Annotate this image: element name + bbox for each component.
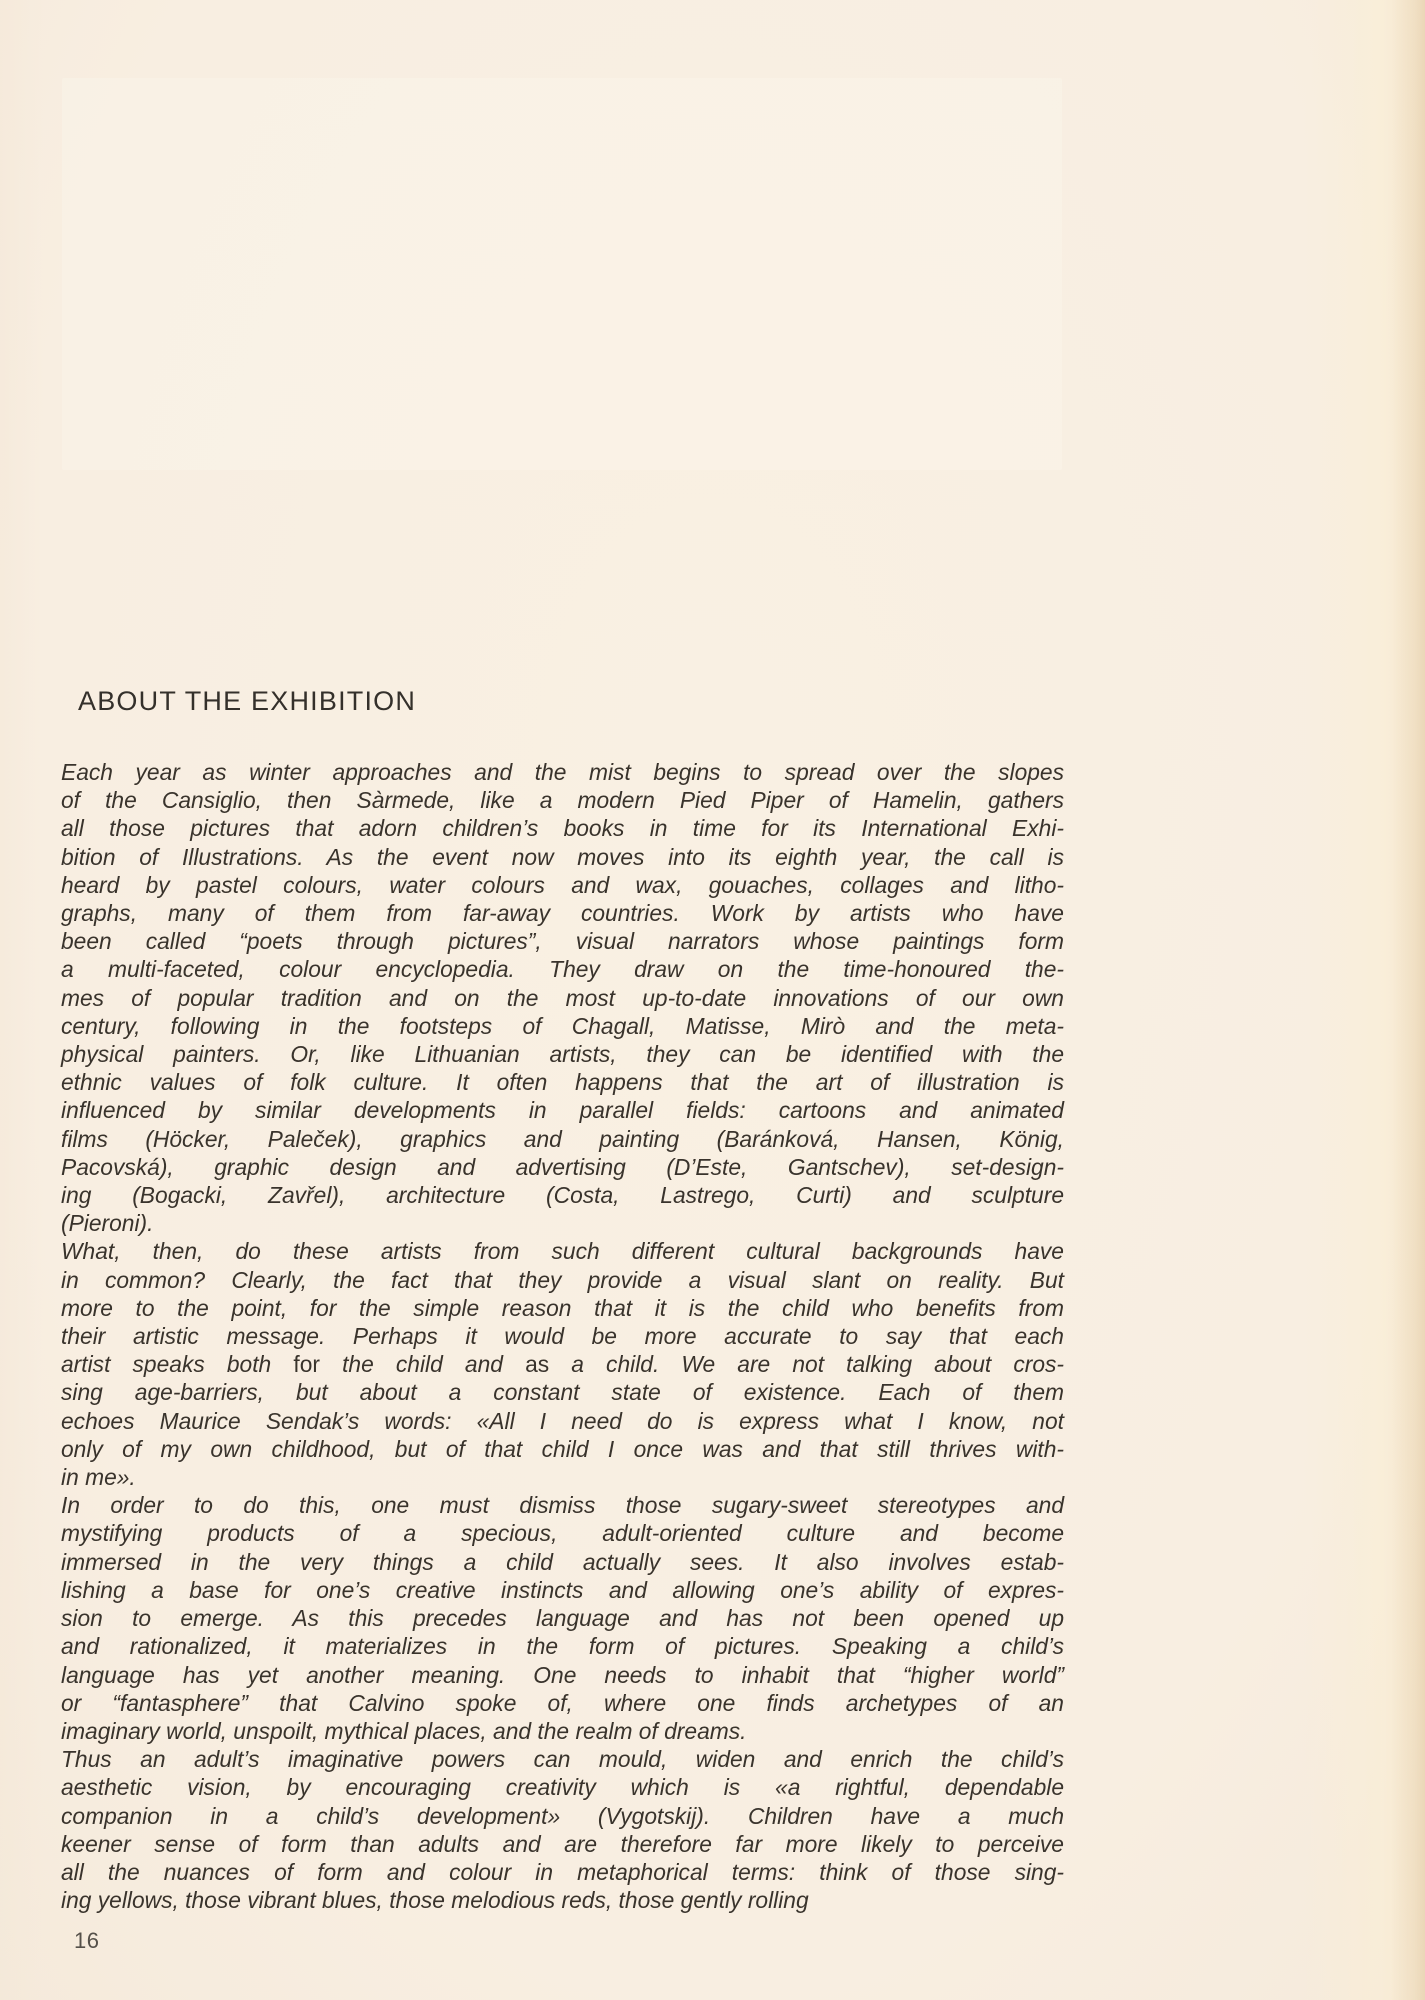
text-line: century, following in the footsteps of Chagall, Matisse, Mirò and the meta- — [61, 1012, 1064, 1039]
paragraph — [61, 1745, 1064, 1914]
page-number: 16 — [74, 1928, 100, 1953]
text-line: What, then, do these artists from such different cultural backgrounds have — [61, 1238, 1064, 1265]
page-showthrough — [62, 78, 1062, 470]
text-line: artist speaks both for the child and as a child. We are not talking about cros- — [61, 1351, 1065, 1378]
text-line: In order to do this, one must dismiss those sugary-sweet stereotypes and — [61, 1492, 1064, 1519]
text-line: or “fantasphere” that Calvino spoke of, where one finds archetypes of an — [61, 1689, 1064, 1716]
text-line: all the nuances of form and colour in metaphorical terms: think of those sing- — [61, 1858, 1064, 1885]
text-line: sing age-barriers, but about a constant state of existence. Each of them — [61, 1379, 1064, 1406]
text-line: in me». — [61, 1464, 136, 1491]
paragraph — [61, 1237, 1064, 1491]
text-line: sion to emerge. As this precedes language and has not been opened up — [61, 1605, 1064, 1632]
text-line: graphs, many of them from far-away countries. Work by artists who have — [61, 900, 1064, 927]
text-line: and rationalized, it materializes in the form of pictures. Speaking a child’s — [61, 1633, 1064, 1660]
text-line: their artistic message. Perhaps it would be more accurate to say that each — [61, 1323, 1064, 1350]
text-line: ing (Bogacki, Zavřel), architecture (Costa, Lastrego, Curti) and sculpture — [61, 1182, 1064, 1209]
section-heading: ABOUT THE EXHIBITION — [78, 686, 417, 717]
text-line: echoes Maurice Sendak’s words: «All I need do is express what I know, not — [61, 1407, 1064, 1434]
text-line: Pacovská), graphic design and advertising (D’Este, Gantschev), set-design- — [61, 1153, 1064, 1180]
text-line: imaginary world, unspoilt, mythical places, and the realm of dreams. — [61, 1717, 747, 1744]
text-line: of the Cansiglio, then Sàrmede, like a modern Pied Piper of Hamelin, gathers — [61, 787, 1064, 814]
article-text — [61, 758, 1064, 1914]
text-line: more to the point, for the simple reason that it is the child who benefits from — [61, 1294, 1064, 1321]
text-line: mystifying products of a specious, adult-oriented culture and become — [61, 1520, 1064, 1547]
text-line: heard by pastel colours, water colours and wax, gouaches, collages and litho- — [61, 871, 1064, 898]
text-line: keener sense of form than adults and are therefore far more likely to perceive — [61, 1830, 1064, 1857]
text-line: Each year as winter approaches and the mist begins to spread over the slopes — [61, 759, 1064, 785]
text-line: physical painters. Or, like Lithuanian artists, they can be identified with the — [61, 1041, 1064, 1068]
text-line: in common? Clearly, the fact that they provide a visual slant on reality. But — [61, 1266, 1064, 1293]
paragraph — [61, 1491, 1064, 1745]
text-line: influenced by similar developments in parallel fields: cartoons and animated — [61, 1097, 1064, 1124]
text-line: ing yellows, those vibrant blues, those melodious reds, those gently rolling — [61, 1887, 809, 1914]
text-line: (Pieroni). — [61, 1210, 154, 1237]
text-line: language has yet another meaning. One needs to inhabit that “higher world” — [61, 1661, 1064, 1688]
text-line: aesthetic vision, by encouraging creativity which is «a rightful, dependable — [61, 1774, 1064, 1801]
text-line: mes of popular tradition and on the most up-to-date innovations of our own — [61, 984, 1064, 1011]
text-line: all those pictures that adorn children’s books in time for its International Exhi- — [61, 815, 1064, 842]
paragraph — [61, 758, 1064, 1237]
text-line: been called “poets through pictures”, visual narrators whose paintings form — [61, 928, 1064, 955]
text-line: companion in a child’s development» (Vygotskij). Children have a much — [61, 1802, 1064, 1829]
text-line: films (Höcker, Paleček), graphics and painting (Baránková, Hansen, König, — [61, 1125, 1064, 1152]
page-edge-shadow — [1391, 0, 1425, 2000]
text-line: ethnic values of folk culture. It often happens that the art of illustration is — [61, 1069, 1064, 1096]
text-line: lishing a base for one’s creative instincts and allowing one’s ability of expres- — [61, 1576, 1064, 1603]
text-line: immersed in the very things a child actually sees. It also involves estab- — [61, 1548, 1064, 1575]
text-line: bition of Illustrations. As the event now moves into its eighth year, the call is — [61, 843, 1064, 870]
text-line: a multi-faceted, colour encyclopedia. They draw on the time-honoured the- — [61, 956, 1064, 983]
text-line: Thus an adult’s imaginative powers can mould, widen and enrich the child’s — [61, 1746, 1064, 1773]
text-line: only of my own childhood, but of that child I once was and that still thrives with- — [61, 1435, 1064, 1462]
